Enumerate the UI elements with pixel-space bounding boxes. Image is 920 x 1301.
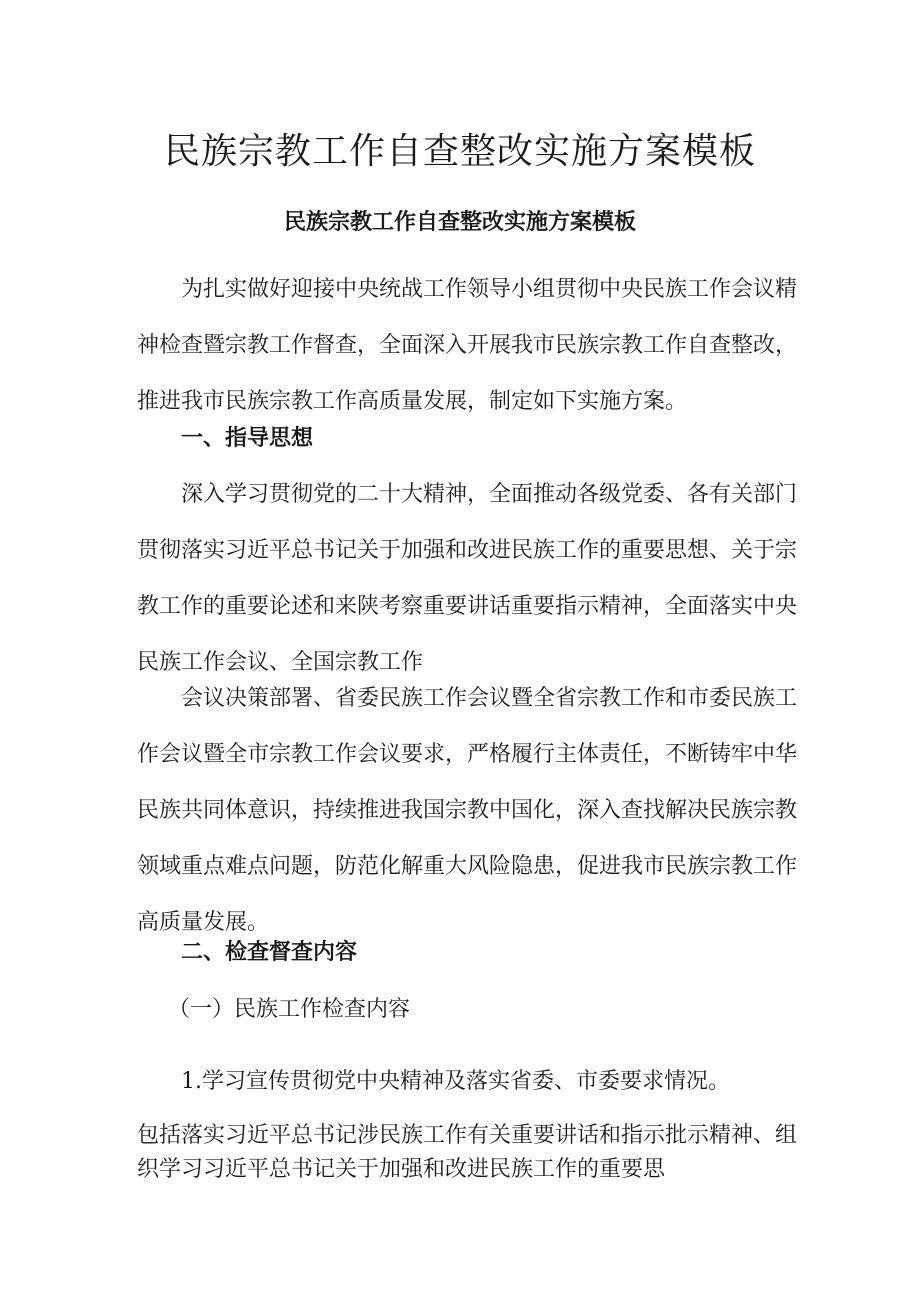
- list-item-1-detail: 包括落实习近平总书记涉民族工作有关重要讲话和指示批示精神、组织学习习近平总书记关于加强和改进民族工作的重要思: [137, 1123, 798, 1182]
- document-subtitle: 民族宗教工作自查整改实施方案模板: [283, 209, 636, 235]
- intro-paragraph: 为扎实做好迎接中央统战工作领导小组贯彻中央民族工作会议精神检查暨宗教工作督查，全面深入开展我市民族宗教工作自查整改，推进我市民族宗教工作高质量发展，制定如下实施方案。: [137, 277, 798, 414]
- section-2-heading: 二、检查督查内容: [181, 939, 358, 965]
- section-1-paragraph-1: 深入学习贯彻党的二十大精神，全面推动各级党委、各有关部门贯彻落实习近平总书记关于加强和改进民族工作的重要思想、关于宗教工作的重要论述和来陕考察重要讲话重要指示精神，全面落实中央民族工作会议、全国宗教工作: [137, 482, 798, 675]
- section-1-paragraph-2: 会议决策部署、省委民族工作会议暨全省宗教工作和市委民族工作会议暨全市宗教工作会议要求，严格履行主体责任，不断铸牢中华民族共同体意识，持续推进我国宗教中国化，深入查找解决民族宗教领域重点难点问题，防范化解重大风险隐患，促进我市民族宗教工作高质量发展。: [137, 686, 798, 935]
- section-2-subheading-1: （一）民族工作检查内容: [168, 997, 411, 1022]
- section-1-heading: 一、指导思想: [181, 425, 314, 451]
- document-title: 民族宗教工作自查整改实施方案模板: [163, 131, 756, 172]
- list-item-1: 1.学习宣传贯彻党中央精神及落实省委、市委要求情况。: [181, 1069, 730, 1094]
